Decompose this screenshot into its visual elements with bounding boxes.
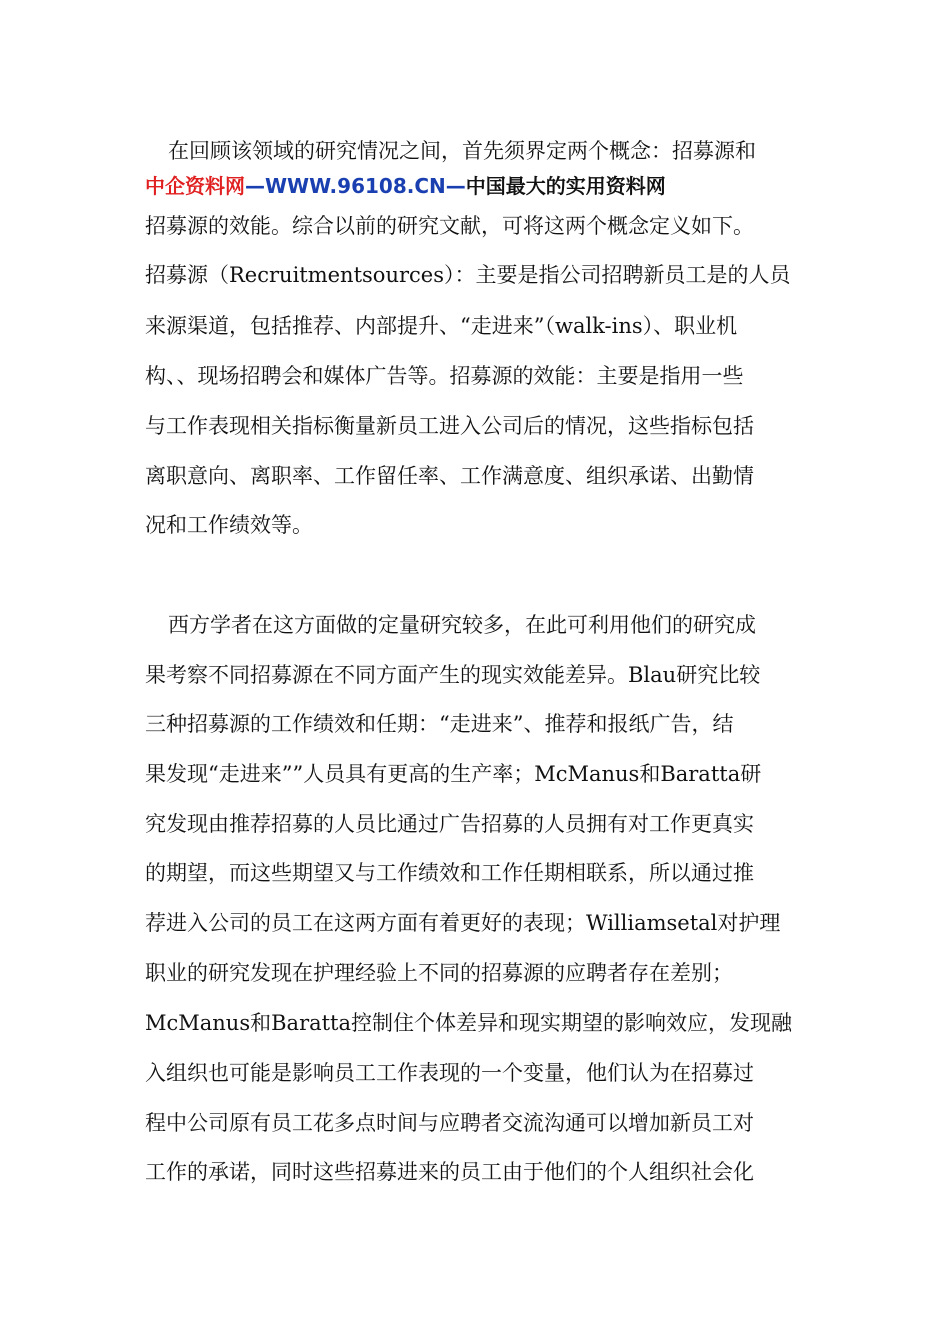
paragraph-2-line-10: 入组织也可能是影响员工工作表现的一个变量，他们认为在招募过 xyxy=(145,1061,754,1085)
paragraph-1-line-8: 况和工作绩效等。 xyxy=(145,513,313,537)
paragraph-2-line-2: 果考察不同招募源在不同方面产生的现实效能差异。Blau研究比较 xyxy=(145,663,761,687)
banner-part-1: 中企资料网 xyxy=(145,174,245,198)
banner-part-3: 中国最大的实用资料网 xyxy=(465,174,666,198)
paragraph-2-line-6: 的期望，而这些期望又与工作绩效和工作任期相联系，所以通过推 xyxy=(145,861,754,885)
paragraph-2-line-5: 究发现由推荐招募的人员比通过广告招募的人员拥有对工作更真实 xyxy=(145,812,754,836)
site-banner xyxy=(145,171,666,201)
paragraph-2-line-8: 职业的研究发现在护理经验上不同的招募源的应聘者存在差别； xyxy=(145,961,733,985)
paragraph-1-line-2: 招募源的效能。综合以前的研究文献，可将这两个概念定义如下。 xyxy=(145,214,754,238)
paragraph-1-line-4: 来源渠道，包括推荐、内部提升、“走进来”（walk-ins）、职业机 xyxy=(145,314,738,338)
paragraph-1-line-1: 在回顾该领域的研究情况之间，首先须界定两个概念：招募源和 xyxy=(168,139,756,163)
paragraph-2-line-9: McManus和Baratta控制住个体差异和现实期望的影响效应，发现融 xyxy=(145,1011,793,1035)
banner-part-2: —WWW.96108.CN— xyxy=(245,174,466,198)
paragraph-1-line-7: 离职意向、离职率、工作留任率、工作满意度、组织承诺、出勤情 xyxy=(145,464,754,488)
paragraph-2-line-12: 工作的承诺，同时这些招募进来的员工由于他们的个人组织社会化 xyxy=(145,1160,754,1184)
paragraph-1-line-3: 招募源（Recruitmentsources）：主要是指公司招聘新员工是的人员 xyxy=(145,263,791,287)
paragraph-1-line-5: 构、、现场招聘会和媒体广告等。招募源的效能：主要是指用一些 xyxy=(145,364,744,388)
paragraph-2-line-1: 西方学者在这方面做的定量研究较多，在此可利用他们的研究成 xyxy=(168,613,756,637)
paragraph-1-line-6: 与工作表现相关指标衡量新员工进入公司后的情况，这些指标包括 xyxy=(145,414,754,438)
paragraph-2-line-3: 三种招募源的工作绩效和任期：“走进来”、推荐和报纸广告，结 xyxy=(145,712,734,736)
paragraph-2-line-4: 果发现“走进来””人员具有更高的生产率；McManus和Baratta研 xyxy=(145,762,762,786)
paragraph-2-line-11: 程中公司原有员工花多点时间与应聘者交流沟通可以增加新员工对 xyxy=(145,1111,754,1135)
paragraph-2-line-7: 荐进入公司的员工在这两方面有着更好的表现；Williamsetal对护理 xyxy=(145,911,781,935)
